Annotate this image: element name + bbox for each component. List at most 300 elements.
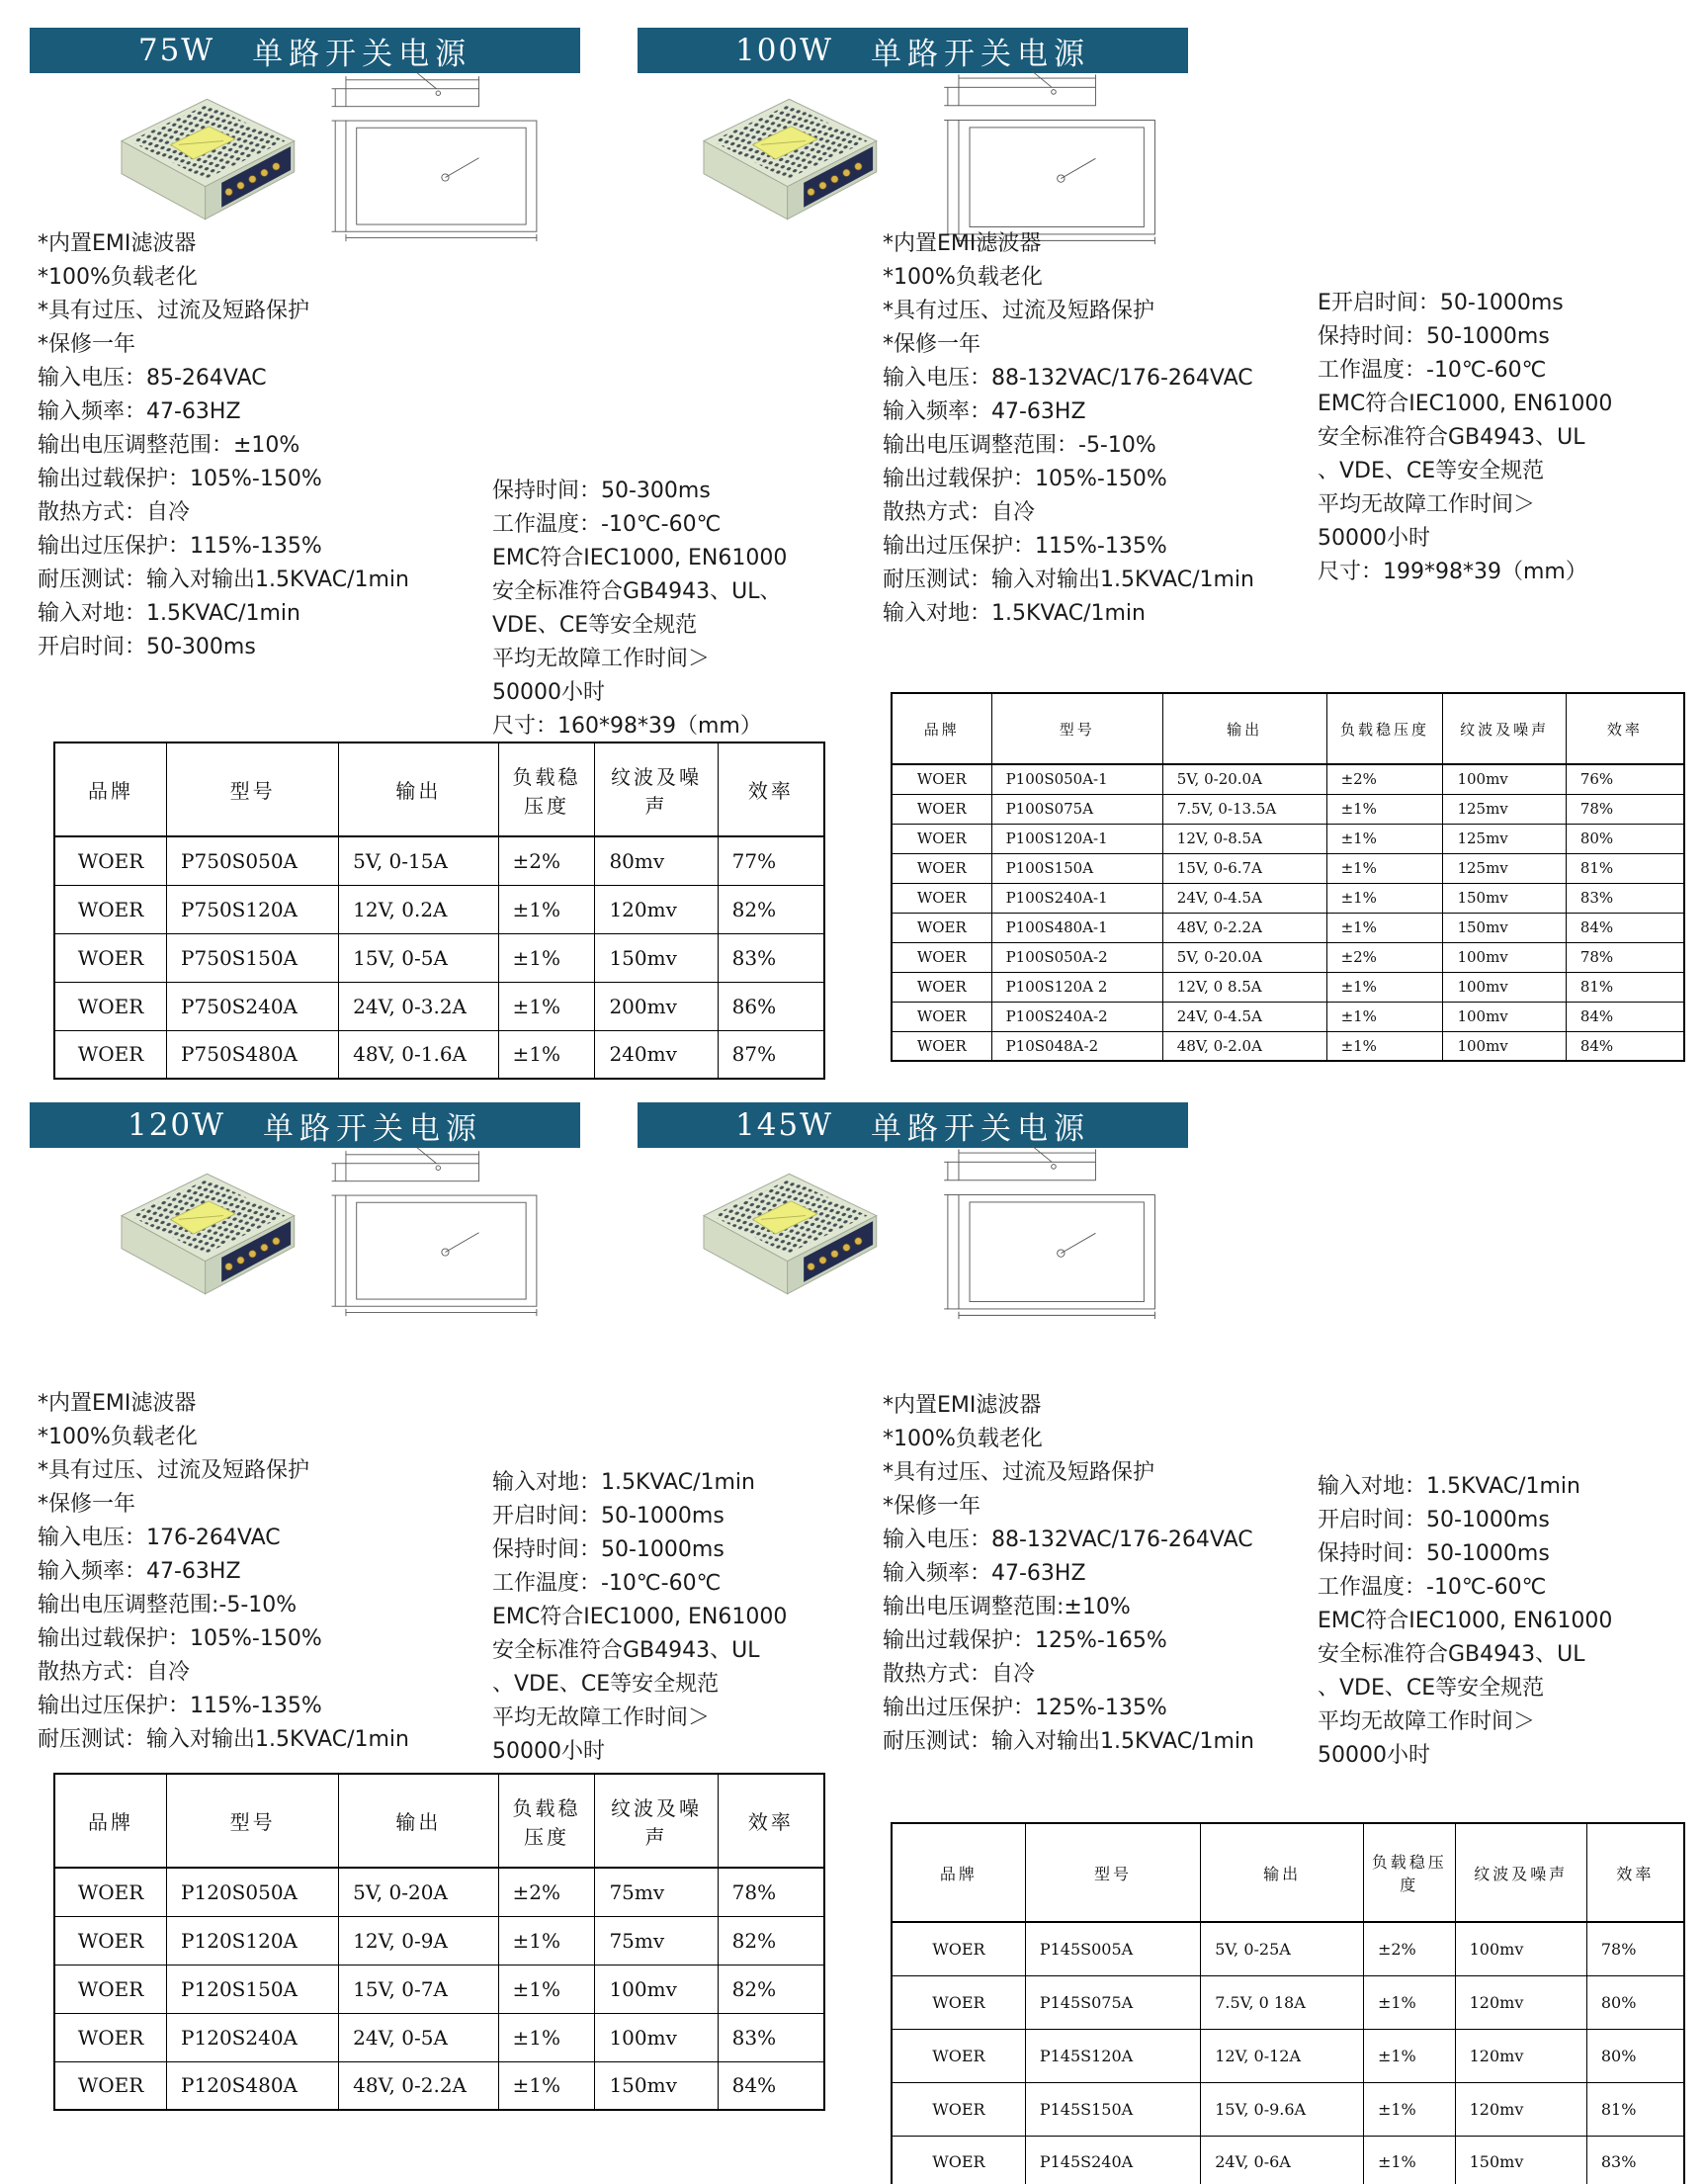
spec-line: 输出过载保护：125%-165%	[883, 1628, 1167, 1653]
table-cell: 5V, 0-20.0A	[1162, 942, 1326, 972]
table-cell: 5V, 0-25A	[1201, 1922, 1364, 1975]
table-cell: ±1%	[1326, 824, 1443, 853]
spec-line: 输入电压：176-264VAC	[38, 1526, 281, 1550]
table-cell: P120S150A	[167, 1965, 339, 2013]
spec-line: 输出过压保护：115%-135%	[883, 534, 1167, 559]
spec-line: EMC符合IEC1000, EN61000	[492, 1605, 788, 1629]
product-photo-svg	[87, 85, 314, 233]
table-cell: 78%	[1586, 1922, 1684, 1975]
table-cell: WOER	[892, 2082, 1025, 2136]
table-cell: P100S075A	[991, 794, 1162, 824]
spec-line: *100%负载老化	[883, 1427, 1043, 1451]
spec-line: *内置EMI滤波器	[38, 1391, 197, 1416]
table-header-cell: 输出	[1162, 693, 1326, 764]
table-cell: WOER	[892, 853, 991, 883]
table-cell: 83%	[1566, 883, 1684, 913]
table-cell: 78%	[1566, 794, 1684, 824]
table-row	[892, 2136, 1684, 2184]
table-row	[892, 1002, 1684, 1031]
table-cell: 83%	[718, 933, 824, 982]
table-cell: P120S480A	[167, 2061, 339, 2110]
table-cell: WOER	[892, 913, 991, 942]
spec-line: 50000小时	[1318, 526, 1430, 551]
table-cell: 100mv	[1455, 1922, 1586, 1975]
spec-column-left	[883, 227, 1254, 631]
table-cell: ±1%	[1326, 972, 1443, 1002]
table-cell: P750S480A	[167, 1030, 339, 1079]
table-header-row	[892, 693, 1684, 764]
product-photo-svg	[87, 1160, 314, 1308]
table-cell: P145S240A	[1025, 2136, 1200, 2184]
table-cell: ±1%	[498, 2061, 595, 2110]
table-cell: ±1%	[498, 933, 595, 982]
spec-line: 安全标准符合GB4943、UL	[492, 1638, 760, 1663]
table-cell: WOER	[54, 1916, 167, 1965]
spec-line: *具有过压、过流及短路保护	[38, 1458, 310, 1483]
table-row	[892, 764, 1684, 794]
table-cell: WOER	[54, 885, 167, 933]
section-header	[30, 1102, 580, 1148]
spec-line: 输入对地：1.5KVAC/1min	[1318, 1474, 1580, 1499]
table-cell: WOER	[892, 764, 991, 794]
product-photo	[87, 1160, 314, 1308]
table-header-cell: 负载稳压度	[1363, 1823, 1455, 1922]
spec-line: *内置EMI滤波器	[38, 231, 197, 256]
table-cell: 75mv	[595, 1868, 718, 1916]
spec-line: 输入对地：1.5KVAC/1min	[38, 601, 300, 626]
spec-line: 输入电压：88-132VAC/176-264VAC	[883, 1528, 1253, 1552]
table-row	[54, 982, 824, 1030]
spec-line: 安全标准符合GB4943、UL	[1318, 1642, 1585, 1667]
spec-line: 输出过载保护：105%-150%	[38, 467, 322, 491]
table-cell: WOER	[892, 883, 991, 913]
spec-line: 输出过载保护：105%-150%	[38, 1626, 322, 1651]
table-cell: 24V, 0-4.5A	[1162, 1002, 1326, 1031]
table-cell: 100mv	[595, 1965, 718, 2013]
table-cell: WOER	[892, 2136, 1025, 2184]
table-cell: ±2%	[498, 836, 595, 885]
table-header-cell: 效率	[718, 1774, 824, 1868]
table-row	[892, 824, 1684, 853]
table-cell: 48V, 0-2.2A	[339, 2061, 498, 2110]
table-row	[892, 2082, 1684, 2136]
models-table	[891, 692, 1685, 1062]
dimension-drawing	[916, 1142, 1178, 1320]
table-cell: ±1%	[1326, 794, 1443, 824]
table-cell: P100S480A-1	[991, 913, 1162, 942]
table-cell: P100S050A-1	[991, 764, 1162, 794]
table-header-cell: 负载稳压度	[498, 1774, 595, 1868]
spec-line: 工作温度：-10℃-60℃	[492, 512, 722, 537]
table-cell: 80%	[1586, 2029, 1684, 2082]
spec-line: 50000小时	[492, 680, 605, 705]
spec-line: 输入频率：47-63HZ	[883, 399, 1086, 424]
spec-line: 50000小时	[492, 1739, 605, 1764]
table-header-cell: 输出	[1201, 1823, 1364, 1922]
table-row	[892, 1031, 1684, 1061]
table-cell: 12V, 0-9A	[339, 1916, 498, 1965]
section-title: 单路开关电源	[871, 1110, 1091, 1147]
spec-column-left	[38, 1387, 409, 1757]
table-cell: WOER	[54, 1030, 167, 1079]
spec-line: 散热方式：自冷	[38, 500, 191, 525]
spec-line: *保修一年	[883, 1494, 981, 1519]
dimension-drawing-svg	[308, 1144, 555, 1317]
dimension-drawing-svg	[916, 67, 1178, 245]
table-cell: 125mv	[1443, 853, 1566, 883]
table-cell: 76%	[1566, 764, 1684, 794]
table-header-cell: 型号	[1025, 1823, 1200, 1922]
table-cell: 81%	[1566, 853, 1684, 883]
spec-line: EMC符合IEC1000, EN61000	[492, 546, 788, 570]
table-header-cell: 型号	[991, 693, 1162, 764]
table-cell: ±1%	[1363, 2029, 1455, 2082]
table-row	[892, 883, 1684, 913]
spec-line: 输入电压：88-132VAC/176-264VAC	[883, 366, 1253, 391]
spec-line: 平均无故障工作时间＞	[492, 647, 711, 671]
table-cell: ±1%	[1326, 1002, 1443, 1031]
table-cell: 81%	[1566, 972, 1684, 1002]
spec-line: 工作温度：-10℃-60℃	[1318, 358, 1547, 383]
table-cell: 120mv	[595, 885, 718, 933]
spec-line: 保持时间：50-1000ms	[1318, 1541, 1550, 1566]
spec-line: 保持时间：50-1000ms	[492, 1537, 725, 1562]
table-row	[54, 1030, 824, 1079]
spec-line: 耐压测试：输入对输出1.5KVAC/1min	[38, 1727, 409, 1752]
models-table	[53, 742, 825, 1080]
table-cell: 120mv	[1455, 2029, 1586, 2082]
dimension-drawing-svg	[308, 69, 555, 242]
spec-line: *100%负载老化	[38, 265, 198, 290]
table-cell: 84%	[1566, 1031, 1684, 1061]
table-header-cell: 品牌	[54, 1774, 167, 1868]
table-cell: ±1%	[498, 1965, 595, 2013]
spec-line: *100%负载老化	[38, 1425, 198, 1449]
table-cell: P750S240A	[167, 982, 339, 1030]
table-cell: ±1%	[498, 885, 595, 933]
table-header-cell: 纹波及噪声	[1455, 1823, 1586, 1922]
spec-line: 散热方式：自冷	[883, 500, 1036, 525]
spec-table	[891, 1822, 1685, 2184]
table-cell: ±1%	[1326, 853, 1443, 883]
table-cell: WOER	[892, 972, 991, 1002]
table-header-cell: 效率	[718, 743, 824, 836]
table-row	[54, 933, 824, 982]
spec-line: 开启时间：50-1000ms	[1318, 1508, 1550, 1532]
table-cell: 100mv	[1443, 1002, 1566, 1031]
table-cell: 81%	[1586, 2082, 1684, 2136]
spec-line: 、VDE、CE等安全规范	[1318, 459, 1545, 483]
table-row	[54, 1965, 824, 2013]
table-cell: 150mv	[595, 2061, 718, 2110]
spec-line: 散热方式：自冷	[38, 1660, 191, 1685]
spec-column-left	[38, 227, 409, 664]
spec-line: 工作温度：-10℃-60℃	[1318, 1575, 1547, 1600]
table-cell: P120S120A	[167, 1916, 339, 1965]
spec-table	[53, 742, 825, 1080]
spec-line: 、VDE、CE等安全规范	[1318, 1676, 1545, 1701]
table-cell: 80mv	[595, 836, 718, 885]
table-cell: 84%	[718, 2061, 824, 2110]
table-cell: 7.5V, 0 18A	[1201, 1975, 1364, 2029]
dimension-drawing-svg	[916, 1142, 1178, 1320]
spec-line: 输出电压调整范围:-5-10%	[38, 1593, 298, 1617]
spec-line: EMC符合IEC1000, EN61000	[1318, 392, 1613, 416]
table-cell: 125mv	[1443, 794, 1566, 824]
product-photo	[669, 1160, 896, 1308]
spec-line: 保持时间：50-1000ms	[1318, 324, 1550, 349]
table-cell: WOER	[54, 2013, 167, 2061]
table-cell: P100S240A-2	[991, 1002, 1162, 1031]
spec-column-right	[1318, 287, 1612, 589]
spec-line: 输入频率：47-63HZ	[38, 1559, 241, 1584]
table-header-cell: 型号	[167, 1774, 339, 1868]
table-cell: WOER	[54, 1868, 167, 1916]
table-cell: 78%	[718, 1868, 824, 1916]
spec-line: *保修一年	[38, 1492, 136, 1517]
table-row	[892, 1975, 1684, 2029]
spec-line: *具有过压、过流及短路保护	[883, 1460, 1155, 1485]
spec-line: 安全标准符合GB4943、UL	[1318, 425, 1585, 450]
spec-column-left	[883, 1389, 1254, 1759]
product-photo	[669, 85, 896, 233]
table-cell: 150mv	[1443, 913, 1566, 942]
table-cell: 84%	[1566, 1002, 1684, 1031]
section-wattage: 75W	[137, 33, 215, 68]
section-wattage: 100W	[734, 33, 834, 68]
table-cell: P120S050A	[167, 1868, 339, 1916]
table-cell: 83%	[718, 2013, 824, 2061]
table-header-cell: 效率	[1586, 1823, 1684, 1922]
spec-line: 开启时间：50-300ms	[38, 635, 256, 659]
table-cell: P145S120A	[1025, 2029, 1200, 2082]
table-cell: 100mv	[1443, 764, 1566, 794]
table-cell: P145S005A	[1025, 1922, 1200, 1975]
table-cell: P100S120A 2	[991, 972, 1162, 1002]
table-cell: 15V, 0-6.7A	[1162, 853, 1326, 883]
table-cell: 24V, 0-6A	[1201, 2136, 1364, 2184]
table-cell: 80%	[1586, 1975, 1684, 2029]
table-cell: 120mv	[1455, 1975, 1586, 2029]
table-cell: 86%	[718, 982, 824, 1030]
table-header-cell: 品牌	[892, 1823, 1025, 1922]
spec-line: 平均无故障工作时间＞	[492, 1705, 711, 1730]
spec-line: 50000小时	[1318, 1743, 1430, 1768]
table-cell: 7.5V, 0-13.5A	[1162, 794, 1326, 824]
spec-line: *内置EMI滤波器	[883, 231, 1042, 256]
table-cell: 100mv	[1443, 942, 1566, 972]
table-cell: ±1%	[1363, 1975, 1455, 2029]
table-cell: 100mv	[1443, 1031, 1566, 1061]
table-row	[54, 2013, 824, 2061]
spec-line: *保修一年	[883, 332, 981, 357]
table-cell: 15V, 0-7A	[339, 1965, 498, 2013]
table-header-cell: 输出	[339, 743, 498, 836]
table-cell: WOER	[892, 942, 991, 972]
spec-line: 输入电压：85-264VAC	[38, 366, 267, 391]
table-cell: WOER	[54, 2061, 167, 2110]
table-header-cell: 负载稳压度	[498, 743, 595, 836]
spec-line: VDE、CE等安全规范	[492, 613, 698, 638]
table-cell: 48V, 0-1.6A	[339, 1030, 498, 1079]
table-cell: 48V, 0-2.2A	[1162, 913, 1326, 942]
table-header-row	[892, 1823, 1684, 1922]
table-header-cell: 输出	[339, 1774, 498, 1868]
table-cell: 15V, 0-9.6A	[1201, 2082, 1364, 2136]
table-cell: ±2%	[1326, 764, 1443, 794]
spec-line: 平均无故障工作时间＞	[1318, 1709, 1536, 1734]
section-wattage: 120W	[127, 1107, 226, 1143]
table-cell: 77%	[718, 836, 824, 885]
spec-table	[53, 1773, 825, 2111]
table-cell: 150mv	[1443, 883, 1566, 913]
table-cell: WOER	[54, 1965, 167, 2013]
table-cell: P100S150A	[991, 853, 1162, 883]
models-table	[53, 1773, 825, 2111]
table-cell: 24V, 0-3.2A	[339, 982, 498, 1030]
table-cell: WOER	[892, 1031, 991, 1061]
table-cell: P145S150A	[1025, 2082, 1200, 2136]
spec-line: 保持时间：50-300ms	[492, 479, 711, 503]
spec-line: EMC符合IEC1000, EN61000	[1318, 1609, 1613, 1633]
spec-line: 平均无故障工作时间＞	[1318, 492, 1536, 517]
spec-line: *具有过压、过流及短路保护	[38, 299, 310, 323]
table-cell: P100S240A-1	[991, 883, 1162, 913]
table-cell: ±1%	[1363, 2136, 1455, 2184]
table-cell: P750S150A	[167, 933, 339, 982]
table-cell: ±2%	[1363, 1922, 1455, 1975]
section-header	[30, 28, 580, 73]
table-cell: WOER	[892, 1922, 1025, 1975]
spec-line: 工作温度：-10℃-60℃	[492, 1571, 722, 1596]
section-title: 单路开关电源	[252, 36, 472, 72]
table-cell: 75mv	[595, 1916, 718, 1965]
table-cell: 12V, 0-8.5A	[1162, 824, 1326, 853]
table-cell: 80%	[1566, 824, 1684, 853]
spec-line: 尺寸：199*98*39（mm）	[1318, 560, 1587, 584]
dimension-drawing	[916, 67, 1178, 245]
section-wattage: 145W	[734, 1107, 834, 1143]
spec-line: 输出过载保护：105%-150%	[883, 467, 1167, 491]
table-header-cell: 纹波及噪声	[1443, 693, 1566, 764]
spec-line: 耐压测试：输入对输出1.5KVAC/1min	[883, 1729, 1254, 1754]
table-cell: 240mv	[595, 1030, 718, 1079]
table-cell: ±1%	[498, 982, 595, 1030]
spec-line: 输出过压保护：125%-135%	[883, 1696, 1167, 1720]
section-title: 单路开关电源	[263, 1110, 483, 1147]
spec-column-right	[1318, 1470, 1612, 1773]
spec-line: *具有过压、过流及短路保护	[883, 299, 1155, 323]
table-cell: 78%	[1566, 942, 1684, 972]
spec-line: 输出电压调整范围：-5-10%	[883, 433, 1156, 458]
spec-column-right	[492, 1466, 787, 1769]
spec-line: 输出过压保护：115%-135%	[38, 1694, 322, 1718]
table-cell: 120mv	[1455, 2082, 1586, 2136]
spec-line: 开启时间：50-1000ms	[492, 1504, 725, 1529]
table-cell: WOER	[892, 1002, 991, 1031]
spec-line: 尺寸：160*98*39（mm）	[492, 714, 762, 739]
spec-line: 输入频率：47-63HZ	[883, 1561, 1086, 1586]
spec-line: 输出电压调整范围：±10%	[38, 433, 300, 458]
table-cell: 48V, 0-2.0A	[1162, 1031, 1326, 1061]
table-row	[892, 794, 1684, 824]
table-cell: 82%	[718, 1965, 824, 2013]
table-cell: 24V, 0-4.5A	[1162, 883, 1326, 913]
table-cell: ±1%	[498, 1030, 595, 1079]
spec-line: 散热方式：自冷	[883, 1662, 1036, 1687]
spec-line: *保修一年	[38, 332, 136, 357]
table-row	[54, 836, 824, 885]
table-cell: 100mv	[595, 2013, 718, 2061]
table-row	[892, 942, 1684, 972]
table-cell: P145S075A	[1025, 1975, 1200, 2029]
spec-column-right	[492, 475, 787, 743]
table-cell: 100mv	[1443, 972, 1566, 1002]
product-photo-svg	[669, 1160, 896, 1308]
section-title: 单路开关电源	[871, 36, 1091, 72]
table-cell: 5V, 0-20A	[339, 1868, 498, 1916]
table-cell: 15V, 0-5A	[339, 933, 498, 982]
table-cell: 125mv	[1443, 824, 1566, 853]
table-cell: 82%	[718, 1916, 824, 1965]
table-cell: WOER	[54, 836, 167, 885]
spec-line: 安全标准符合GB4943、UL、	[492, 579, 782, 604]
table-header-row	[54, 1774, 824, 1868]
table-cell: 87%	[718, 1030, 824, 1079]
table-cell: 82%	[718, 885, 824, 933]
table-cell: WOER	[892, 794, 991, 824]
table-cell: ±1%	[1326, 913, 1443, 942]
spec-line: 输入频率：47-63HZ	[38, 399, 241, 424]
table-header-cell: 品牌	[54, 743, 167, 836]
table-row	[54, 885, 824, 933]
table-cell: ±1%	[498, 2013, 595, 2061]
table-cell: ±2%	[498, 1868, 595, 1916]
table-row	[892, 1922, 1684, 1975]
table-header-cell: 型号	[167, 743, 339, 836]
table-cell: 83%	[1586, 2136, 1684, 2184]
table-cell: 84%	[1566, 913, 1684, 942]
spec-line: 输出过压保护：115%-135%	[38, 534, 322, 559]
table-cell: 200mv	[595, 982, 718, 1030]
table-row	[54, 1868, 824, 1916]
table-row	[54, 2061, 824, 2110]
table-cell: 5V, 0-20.0A	[1162, 764, 1326, 794]
table-row	[892, 913, 1684, 942]
product-photo-svg	[669, 85, 896, 233]
table-row	[54, 1916, 824, 1965]
table-cell: 24V, 0-5A	[339, 2013, 498, 2061]
table-cell: WOER	[54, 982, 167, 1030]
models-table	[891, 1822, 1685, 2184]
spec-line: 输入对地：1.5KVAC/1min	[492, 1470, 755, 1495]
dimension-drawing	[308, 69, 555, 242]
table-cell: ±1%	[1363, 2082, 1455, 2136]
dimension-drawing	[308, 1144, 555, 1317]
table-cell: P100S050A-2	[991, 942, 1162, 972]
table-header-row	[54, 743, 824, 836]
table-cell: P120S240A	[167, 2013, 339, 2061]
table-cell: P100S120A-1	[991, 824, 1162, 853]
table-cell: 12V, 0.2A	[339, 885, 498, 933]
spec-line: 耐压测试：输入对输出1.5KVAC/1min	[883, 568, 1254, 592]
table-header-cell: 负载稳压度	[1326, 693, 1443, 764]
table-cell: WOER	[892, 824, 991, 853]
spec-line: 输入对地：1.5KVAC/1min	[883, 601, 1146, 626]
spec-line: 输出电压调整范围:±10%	[883, 1595, 1131, 1619]
table-header-cell: 品牌	[892, 693, 991, 764]
spec-line: *内置EMI滤波器	[883, 1393, 1042, 1418]
